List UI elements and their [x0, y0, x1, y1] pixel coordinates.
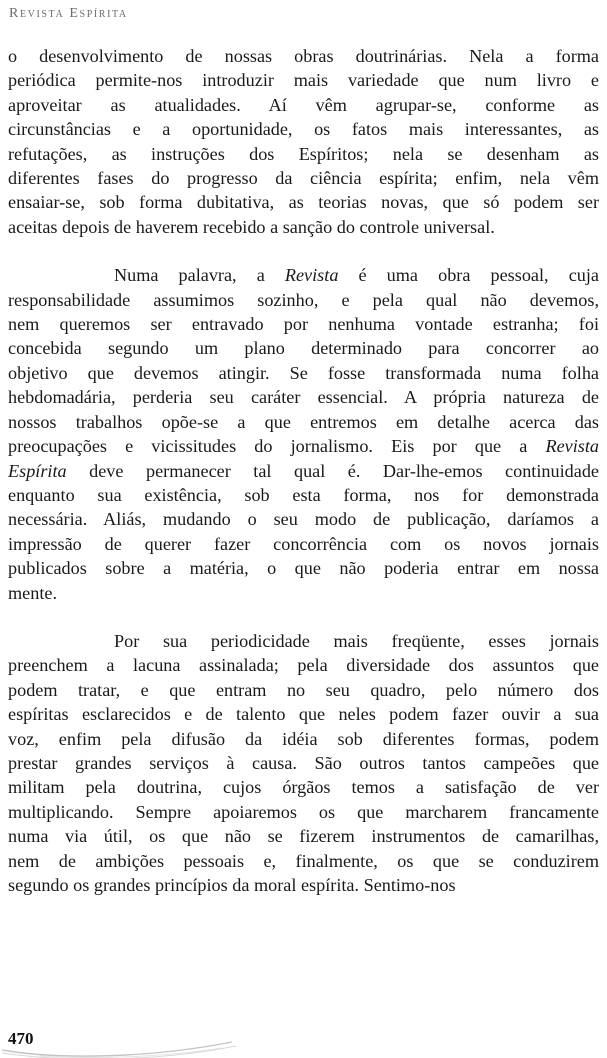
paragraph-gap [8, 239, 599, 263]
text-run: objetivo que devemos atingir. Se fosse transformada numa folha [8, 362, 599, 383]
text-run: aceitas depois de haverem recebido a sanção do controle universal. [8, 216, 495, 237]
text-line [8, 459, 599, 483]
text-line [8, 629, 599, 653]
text-line [8, 288, 599, 312]
text-run: diferentes fases do progresso da ciência espírita; enfim, nela vêm [8, 168, 599, 189]
text-line [8, 190, 599, 214]
text-run: é uma obra pessoal, cuja [338, 265, 599, 286]
text-run: preenchem a lacuna assinalada; pela diversidade dos assuntos que [8, 655, 599, 676]
text-run: militam pela doutrina, cujos órgãos temos a satisfação de ver [8, 777, 599, 798]
text-line [8, 117, 599, 141]
text-line [8, 727, 599, 751]
text-line [8, 873, 599, 897]
text-run: nem queremos ser entravado por nenhuma vontade estranha; foi [8, 314, 599, 335]
text-line [8, 434, 599, 458]
text-run: multiplicando. Sempre apoiaremos os que marcharem francamente [8, 801, 599, 822]
text-run: Por sua periodicidade mais freqüente, esses jornais [114, 630, 599, 651]
text-run: concebida segundo um plano determinado para concorrer ao [8, 338, 599, 359]
text-line [8, 68, 599, 92]
text-line [8, 142, 599, 166]
text-run: podem tratar, e que entram no seu quadro, pelo número dos [8, 679, 599, 700]
italic-title: Espírita [8, 460, 67, 481]
text-run: nossos trabalhos opõe-se a que entremos em detalhe acerca das [8, 411, 599, 432]
text-line [8, 581, 599, 605]
text-run: mente. [8, 582, 57, 603]
text-line [8, 824, 599, 848]
italic-title: Revista [545, 436, 599, 457]
text-run: prestar grandes serviços à causa. São outros tantos campeões que [8, 752, 599, 773]
text-line [8, 653, 599, 677]
text-run: ensaiar-se, sob forma dubitativa, as teorias novas, que só podem ser [8, 192, 599, 213]
text-run: enquanto sua existência, sob esta forma, nos for demonstrada [8, 484, 599, 505]
page-number: 470 [8, 1029, 34, 1048]
page-corner-swoosh-ornament [0, 1030, 240, 1058]
text-line [8, 507, 599, 531]
text-line [8, 800, 599, 824]
text-run: aproveitar as atualidades. Aí vêm agrupar-se, conforme as [8, 94, 599, 115]
text-run: responsabilidade assumimos sozinho, e pela qual não devemos, [8, 289, 599, 310]
text-line [8, 215, 599, 239]
paragraph [8, 263, 599, 605]
text-run: periódica permite-nos introduzir mais variedade que num livro e [8, 70, 599, 91]
text-line [8, 410, 599, 434]
paragraph [8, 44, 599, 239]
text-run: refutações, as instruções dos Espíritos; nela se desenham as [8, 143, 599, 164]
text-line [8, 312, 599, 336]
italic-title: Revista [284, 265, 339, 286]
text-line [8, 44, 599, 68]
text-line [8, 93, 599, 117]
text-run: publicados sobre a matéria, o que não poderia entrar em nossa [8, 558, 599, 579]
text-run: circunstâncias e a oportunidade, os fatos mais interessantes, as [8, 119, 599, 140]
text-line [8, 483, 599, 507]
paragraph-gap [8, 605, 599, 629]
text-line [8, 336, 599, 360]
text-run: impressão de querer fazer concorrência com os novos jornais [8, 533, 599, 554]
text-run: hebdomadária, perderia seu caráter essencial. A própria natureza de [8, 387, 599, 408]
text-run: necessária. Aliás, mudando o seu modo de publicação, daríamos a [8, 509, 599, 530]
text-line [8, 263, 599, 287]
paragraph [8, 629, 599, 897]
text-line [8, 775, 599, 799]
text-line [8, 702, 599, 726]
text-run: nem de ambições pessoais e, finalmente, os que se conduzirem [8, 850, 599, 871]
body-text [8, 44, 599, 897]
text-line [8, 385, 599, 409]
text-run: numa via útil, os que não se fizerem instrumentos de camarilhas, [8, 826, 599, 847]
text-line [8, 166, 599, 190]
text-run: preocupações e vicissitudes do jornalismo. Eis por que a [8, 436, 546, 457]
text-run: o desenvolvimento de nossas obras doutrinárias. Nela a forma [8, 46, 599, 66]
text-line [8, 532, 599, 556]
text-run: deve permanecer tal qual é. Dar-lhe-emos continuidade [66, 460, 599, 481]
text-line [8, 751, 599, 775]
text-line [8, 849, 599, 873]
text-line [8, 361, 599, 385]
running-header: Revista Espírita [9, 6, 128, 21]
text-line [8, 556, 599, 580]
text-run: voz, enfim pela difusão da idéia sob diferentes formas, podem [8, 728, 599, 749]
text-run: segundo os grandes princípios da moral espírita. Sentimo-nos [8, 875, 456, 895]
text-line [8, 678, 599, 702]
text-run: Numa palavra, a [114, 265, 285, 286]
text-run: espíritas esclarecidos e de talento que neles podem fazer ouvir a sua [8, 704, 599, 725]
